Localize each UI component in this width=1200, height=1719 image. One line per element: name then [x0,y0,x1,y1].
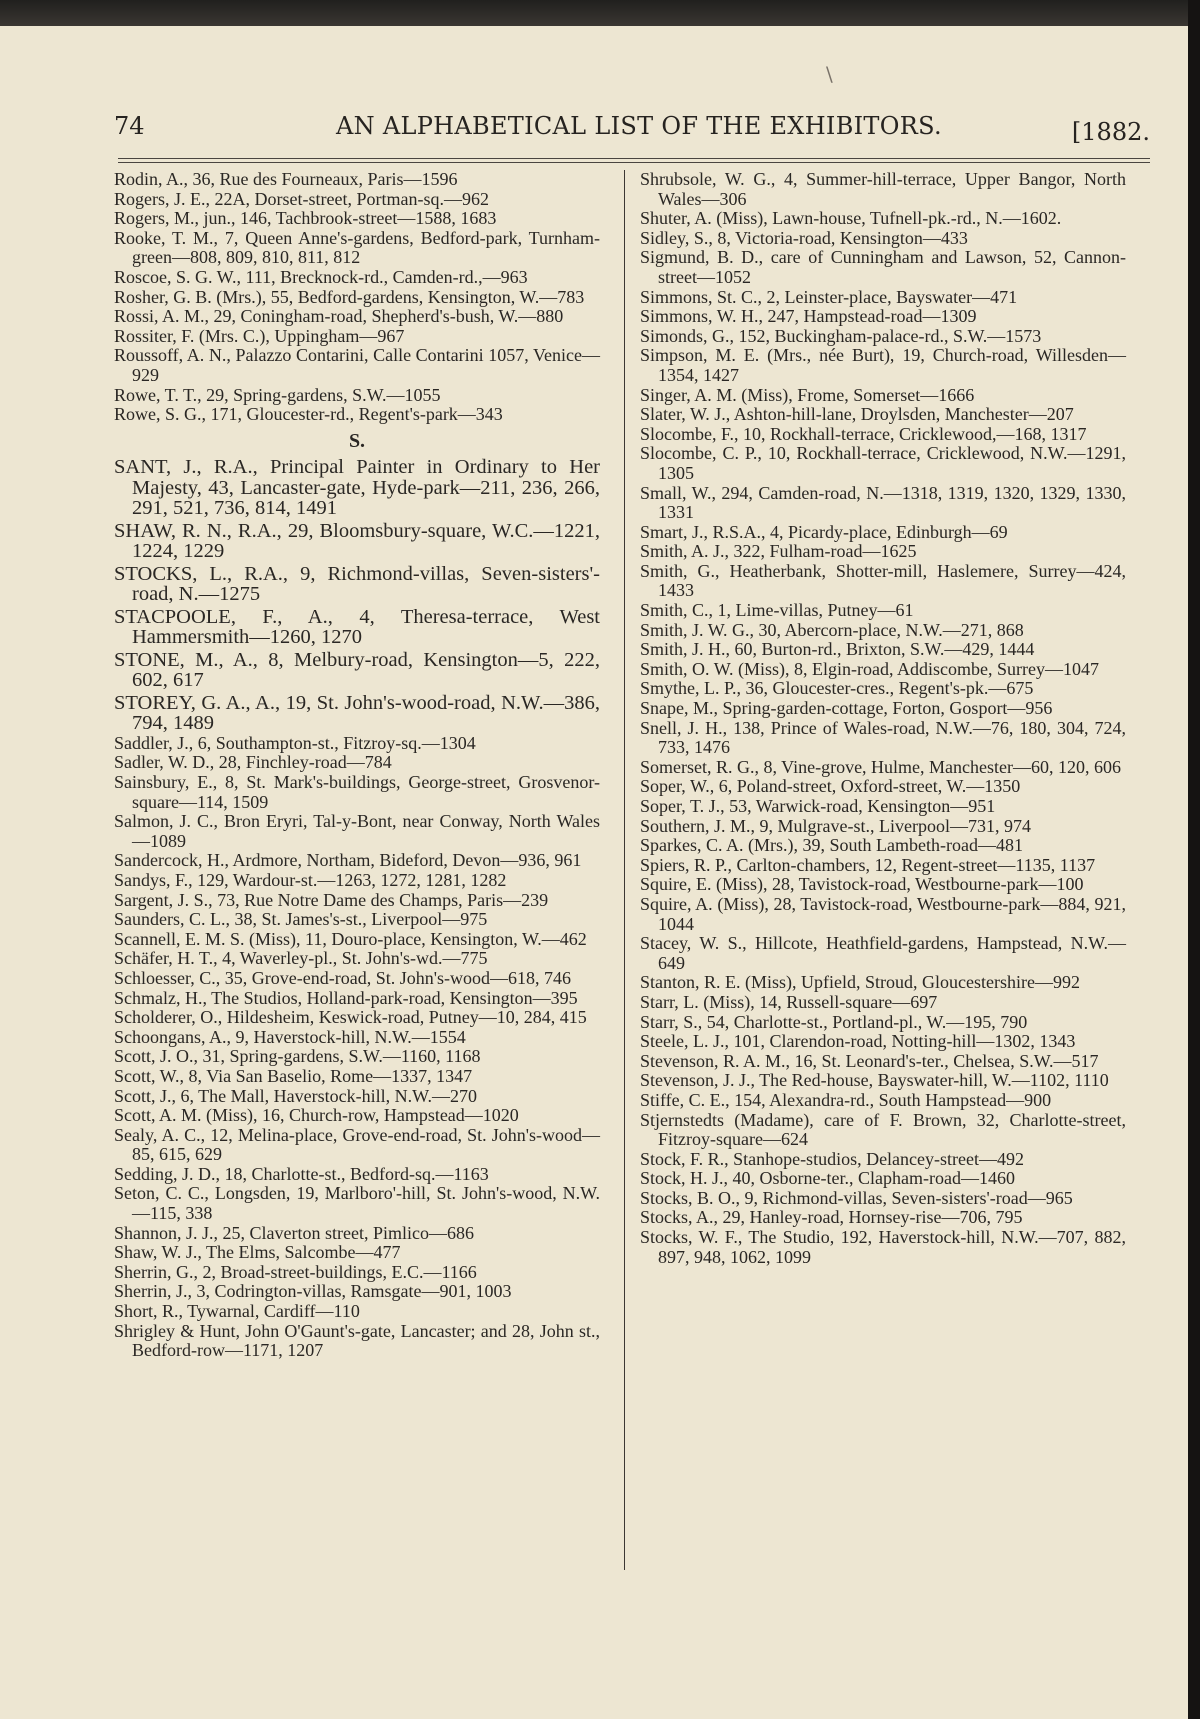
exhibitor-entry: Saddler, J., 6, Southampton-st., Fitzroy-sq.—1304 [114,732,476,753]
exhibitor-entry: Sealy, A. C., 12, Melina-place, Grove-end-road, St. John's-wood—85, 615, 629 [114,1124,600,1165]
header-rule-bottom [118,162,1150,163]
page-number: 74 [114,112,145,140]
exhibitor-entry: Sigmund, B. D., care of Cunningham and Lawson, 52, Cannon-street—1052 [640,247,1126,287]
exhibitor-entry: Smith, C., 1, Lime-villas, Putney—61 [640,600,914,621]
exhibitor-entry: Smart, J., R.S.A., 4, Picardy-place, Edinburgh—69 [640,521,1008,542]
exhibitor-entry: Rogers, J. E., 22A, Dorset-street, Portman-sq.—962 [114,188,489,209]
page-year: [1882. [1071,118,1150,146]
exhibitor-entry: Soper, T. J., 53, Warwick-road, Kensington—951 [640,796,996,816]
academician-entry: STOREY, G. A., A., 19, St. John's-wood-road, N.W.—386, 794, 1489 [114,691,600,735]
exhibitor-entry: Slocombe, F., 10, Rockhall-terrace, Cricklewood,—168, 1317 [640,423,1087,444]
exhibitor-entry: Rodin, A., 36, Rue des Fourneaux, Paris—1596 [114,169,458,189]
exhibitor-entry: Salmon, J. C., Bron Eryri, Tal-y-Bont, near Conway, North Wales—1089 [114,811,600,851]
exhibitor-entry: Scott, W., 8, Via San Baselio, Rome—1337, 1347 [114,1065,473,1086]
scan-right-edge [1188,0,1200,1719]
exhibitor-entry: Shrigley & Hunt, John O'Gaunt's-gate, Lancaster; and 28, John st., Bedford-row—1171, 1207 [114,1320,600,1361]
exhibitor-entry: Short, R., Tywarnal, Cardiff—110 [114,1301,360,1322]
exhibitor-entry: Simonds, G., 152, Buckingham-palace-rd., S.W.—1573 [640,325,1042,346]
exhibitor-entry: Shrubsole, W. G., 4, Summer-hill-terrace, Upper Bangor, North Wales—306 [640,169,1126,209]
academician-entry: SHAW, R. N., R.A., 29, Bloomsbury-square, W.C.—1221, 1224, 1229 [114,519,600,563]
academician-entry: STOCKS, L., R.A., 9, Richmond-villas, Seven-sisters'-road, N.—1275 [114,562,600,606]
exhibitor-entry: Rogers, M., jun., 146, Tachbrook-street—1588, 1683 [114,208,497,229]
column-divider [624,170,625,1570]
exhibitor-entry: Sainsbury, E., 8, St. Mark's-buildings, George-street, Grosvenor-square—114, 1509 [114,772,600,812]
exhibitor-entry: Sparkes, C. A. (Mrs.), 39, South Lambeth-road—481 [640,835,1023,856]
exhibitor-entry: Sandercock, H., Ardmore, Northam, Bideford, Devon—936, 961 [114,850,582,871]
exhibitor-entry: Rossiter, F. (Mrs. C.), Uppingham—967 [114,325,405,346]
exhibitor-entry: Steele, L. J., 101, Clarendon-road, Notting-hill—1302, 1343 [640,1031,1076,1052]
exhibitor-entry: Rooke, T. M., 7, Queen Anne's-gardens, Bedford-park, Turnham-green—808, 809, 810, 811, 812 [114,227,600,268]
page-header [114,112,1150,152]
exhibitor-entry: Schloesser, C., 35, Grove-end-road, St. John's-wood—618, 746 [114,967,571,988]
exhibitor-entry: Shannon, J. J., 25, Claverton street, Pimlico—686 [114,1222,474,1243]
academician-entry: STACPOOLE, F., A., 4, Theresa-terrace, West Hammersmith—1260, 1270 [114,605,600,649]
exhibitor-entry: Shaw, W. J., The Elms, Salcombe—477 [114,1242,401,1263]
exhibitor-entry: Scannell, E. M. S. (Miss), 11, Douro-place, Kensington, W.—462 [114,928,587,949]
exhibitor-entry: Stanton, R. E. (Miss), Upfield, Stroud, Gloucestershire—992 [640,972,1080,993]
exhibitor-entry: Somerset, R. G., 8, Vine-grove, Hulme, Manchester—60, 120, 606 [640,756,1122,777]
exhibitor-entry: Scholderer, O., Hildesheim, Keswick-road, Putney—10, 284, 415 [114,1007,587,1028]
exhibitor-entry: Schäfer, H. T., 4, Waverley-pl., St. John's-wd.—775 [114,948,488,969]
exhibitor-entry: Smith, G., Heatherbank, Shotter-mill, Haslemere, Surrey—424, 1433 [640,560,1126,601]
exhibitor-entry: Spiers, R. P., Carlton-chambers, 12, Regent-street—1135, 1137 [640,854,1096,875]
exhibitor-entry: Stevenson, R. A. M., 16, St. Leonard's-ter., Chelsea, S.W.—517 [640,1050,1099,1071]
exhibitor-entry: Stjernstedts (Madame), care of F. Brown, 32, Charlotte-street, Fitzroy-square—624 [640,1109,1126,1150]
exhibitor-entry: Rossi, A. M., 29, Coningham-road, Shepherd's-bush, W.—880 [114,306,564,327]
exhibitor-entry: Roussoff, A. N., Palazzo Contarini, Calle Contarini 1057, Venice—929 [114,345,600,385]
section-heading: S. [348,429,366,452]
exhibitor-entry: Smythe, L. P., 36, Gloucester-cres., Regent's-pk.—675 [640,678,1034,699]
exhibitor-entry: Squire, A. (Miss), 28, Tavistock-road, Westbourne-park—884, 921, 1044 [640,893,1126,934]
exhibitor-entry: Sidley, S., 8, Victoria-road, Kensington—433 [640,227,968,248]
exhibitor-entry: Sedding, J. D., 18, Charlotte-st., Bedford-sq.—1163 [114,1163,489,1184]
exhibitor-entry: Rowe, T. T., 29, Spring-gardens, S.W.—1055 [114,384,441,405]
exhibitor-entry: Rowe, S. G., 171, Gloucester-rd., Regent's-park—343 [114,404,503,425]
exhibitor-entry: Sargent, J. S., 73, Rue Notre Dame des Champs, Paris—239 [114,889,549,910]
left-column [114,170,600,1361]
margin-mark: \ [826,62,833,86]
exhibitor-entry: Stacey, W. S., Hillcote, Heathfield-gardens, Hampstead, N.W.—649 [640,933,1126,973]
page-title: AN ALPHABETICAL LIST OF THE EXHIBITORS. [336,112,942,140]
exhibitor-entry: Southern, J. M., 9, Mulgrave-st., Liverpool—731, 974 [640,815,1031,836]
exhibitor-entry: Stiffe, C. E., 154, Alexandra-rd., South Hampstead—900 [640,1089,1052,1110]
exhibitor-entry: Starr, S., 54, Charlotte-st., Portland-pl., W.—195, 790 [640,1011,1028,1032]
exhibitor-entry: Smith, O. W. (Miss), 8, Elgin-road, Addiscombe, Surrey—1047 [640,658,1099,679]
exhibitor-entry: Shuter, A. (Miss), Lawn-house, Tufnell-pk.-rd., N.—1602. [640,208,1062,229]
exhibitor-entry: Seton, C. C., Longsden, 19, Marlboro'-hill, St. John's-wood, N.W.—115, 338 [114,1183,600,1224]
exhibitor-entry: Stocks, W. F., The Studio, 192, Haverstock-hill, N.W.—707, 882, 897, 948, 1062, 1099 [640,1227,1126,1267]
exhibitor-entry: Smith, J. W. G., 30, Abercorn-place, N.W.—271, 868 [640,619,1024,640]
exhibitor-entry: Sherrin, G., 2, Broad-street-buildings, E.C.—1166 [114,1261,477,1282]
scan-top-edge [0,0,1188,26]
exhibitor-entry: Saunders, C. L., 38, St. James's-st., Liverpool—975 [114,909,488,930]
exhibitor-entry: Sandys, F., 129, Wardour-st.—1263, 1272, 1281, 1282 [114,869,507,890]
academician-entry: SANT, J., R.A., Principal Painter in Ordinary to Her Majesty, 43, Lancaster-gate, Hyde-park—211, 236, 266, 291, 521, 736, 814, 1491 [114,456,600,520]
exhibitor-entry: Soper, W., 6, Poland-street, Oxford-street, W.—1350 [640,776,1021,797]
exhibitor-entry: Rosher, G. B. (Mrs.), 55, Bedford-gardens, Kensington, W.—783 [114,286,585,307]
exhibitor-entry: Starr, L. (Miss), 14, Russell-square—697 [640,991,938,1012]
exhibitor-entry: Scott, A. M. (Miss), 16, Church-row, Hampstead—1020 [114,1105,519,1126]
exhibitor-entry: Slocombe, C. P., 10, Rockhall-terrace, Cricklewood, N.W.—1291, 1305 [640,443,1126,483]
exhibitor-entry: Singer, A. M. (Miss), Frome, Somerset—1666 [640,384,975,405]
exhibitor-entry: Slater, W. J., Ashton-hill-lane, Droylsden, Manchester—207 [640,404,1074,425]
exhibitor-entry: Stocks, A., 29, Hanley-road, Hornsey-rise—706, 795 [640,1207,1023,1228]
exhibitor-entry: Squire, E. (Miss), 28, Tavistock-road, Westbourne-park—100 [640,874,1084,895]
exhibitor-entry: Snape, M., Spring-garden-cottage, Forton, Gosport—956 [640,698,1053,719]
exhibitor-entry: Smith, A. J., 322, Fulham-road—1625 [640,541,917,562]
exhibitor-entry: Simmons, W. H., 247, Hampstead-road—1309 [640,306,977,327]
exhibitor-entry: Small, W., 294, Camden-road, N.—1318, 1319, 1320, 1329, 1330, 1331 [640,482,1126,523]
exhibitor-entry: Stock, H. J., 40, Osborne-ter., Clapham-road—1460 [640,1168,1015,1189]
exhibitor-entry: Stocks, B. O., 9, Richmond-villas, Seven-sisters'-road—965 [640,1187,1073,1208]
exhibitor-entry: Sadler, W. D., 28, Finchley-road—784 [114,752,392,773]
exhibitor-entry: Simmons, St. C., 2, Leinster-place, Bayswater—471 [640,286,1018,307]
exhibitor-entry: Schmalz, H., The Studios, Holland-park-road, Kensington—395 [114,987,578,1008]
academician-entry: STONE, M., A., 8, Melbury-road, Kensington—5, 222, 602, 617 [114,648,600,692]
exhibitor-entry: Scott, J. O., 31, Spring-gardens, S.W.—1160, 1168 [114,1046,481,1067]
exhibitor-entry: Simpson, M. E. (Mrs., née Burt), 19, Church-road, Willesden—1354, 1427 [640,345,1126,385]
header-rule-top [118,158,1150,159]
exhibitor-entry: Sherrin, J., 3, Codrington-villas, Ramsgate—901, 1003 [114,1281,512,1302]
exhibitor-entry: Stock, F. R., Stanhope-studios, Delancey-street—492 [640,1148,1025,1169]
exhibitor-entry: Smith, J. H., 60, Burton-rd., Brixton, S.W.—429, 1444 [640,639,1035,660]
exhibitor-entry: Scott, J., 6, The Mall, Haverstock-hill, N.W.—270 [114,1085,477,1106]
right-column [640,170,1126,1267]
exhibitor-entry: Snell, J. H., 138, Prince of Wales-road, N.W.—76, 180, 304, 724, 733, 1476 [640,717,1126,758]
exhibitor-entry: Schoongans, A., 9, Haverstock-hill, N.W.—1554 [114,1026,466,1047]
exhibitor-entry: Roscoe, S. G. W., 111, Brecknock-rd., Camden-rd.,—963 [114,266,528,287]
exhibitor-entry: Stevenson, J. J., The Red-house, Bayswater-hill, W.—1102, 1110 [640,1070,1109,1091]
